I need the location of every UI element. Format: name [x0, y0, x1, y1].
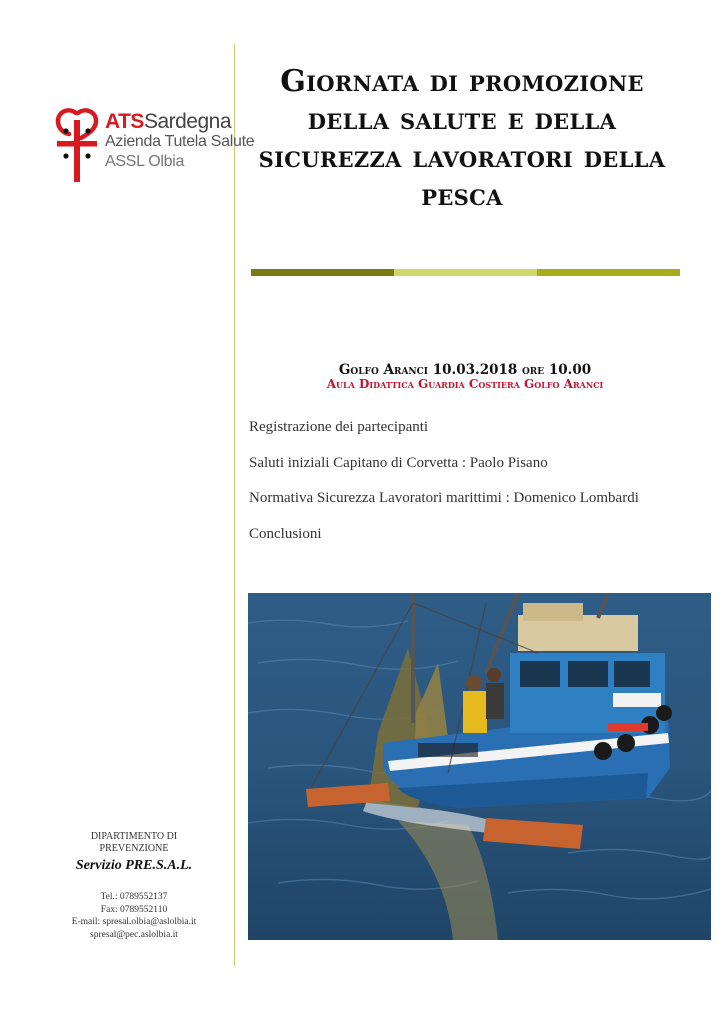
department-contacts	[58, 831, 210, 941]
agenda-list	[249, 419, 639, 561]
divider-segment	[394, 269, 537, 276]
agenda-item: Registrazione dei partecipanti	[249, 419, 429, 435]
fishing-boat-photo	[248, 593, 711, 940]
agenda-item: Saluti iniziali Capitano di Corvetta : Paolo Pisano	[249, 454, 548, 471]
ats-logo	[54, 106, 255, 216]
agenda-item: Conclusioni	[249, 525, 322, 542]
event-date: Golfo Aranci 10.03.2018 ore 10.00	[338, 362, 592, 378]
service-name: Servizio PRE.S.A.L.	[75, 858, 193, 873]
logo-district: ASSL Olbia	[105, 153, 185, 170]
pec-email-link[interactable]: spresal@pec.aslolbia.it	[90, 929, 178, 940]
divider-segment	[251, 269, 394, 276]
logo-region: Sardegna	[143, 110, 232, 133]
ats-emblem-icon	[54, 108, 100, 186]
logo-ats: ATS	[105, 110, 144, 133]
title-divider	[251, 269, 680, 276]
department-line: DIPARTIMENTO DI	[90, 831, 178, 842]
event-place: Aula Didattica Guardia Costiera Golfo Aranci	[326, 377, 604, 391]
fax: Fax: 0789552110	[100, 904, 168, 915]
email-link[interactable]: E-mail: spresal.olbia@aslolbia.it	[71, 917, 197, 927]
page-title: Giornata di promozione della salute e della sicurezza lavoratori della pesca	[258, 64, 666, 213]
logo-agency: Azienda Tutela Salute	[105, 133, 255, 150]
tel: Tel.: 0789552137	[100, 892, 168, 902]
agenda-item: Normativa Sicurezza Lavoratori marittimi : Domenico Lombardi	[249, 490, 639, 506]
department-line: PREVENZIONE	[99, 843, 169, 854]
divider-segment	[537, 269, 680, 276]
